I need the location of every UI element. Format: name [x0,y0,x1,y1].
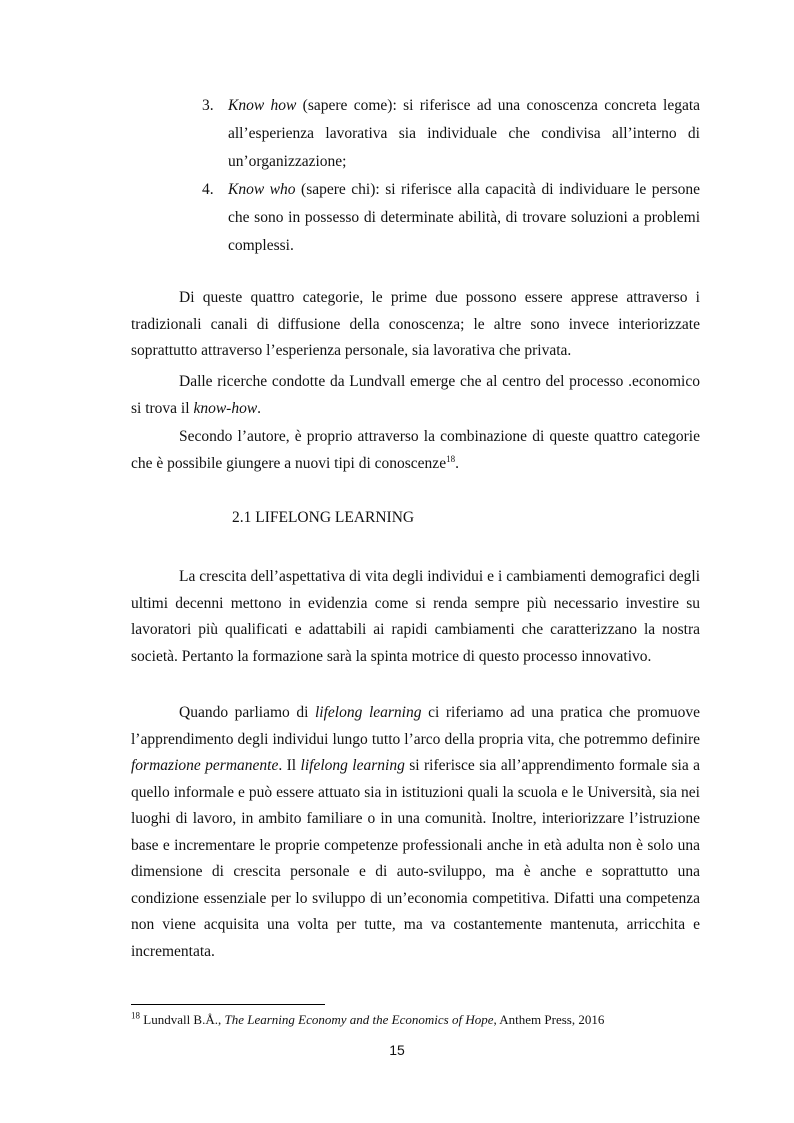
section-heading: 2.1 LIFELONG LEARNING [232,509,415,526]
emphasis: lifelong learning [300,757,405,774]
footnote-title: The Learning Economy and the Economics of Hope [224,1012,494,1027]
paragraph-text: ci riferiamo ad una pratica che promuove l’apprendimento degli individui lungo tutto l’arco della propria vita, che potremmo definire [131,704,700,748]
emphasis: know-how [193,399,258,417]
footnote-divider [131,1004,325,1005]
footnote-text: Lundvall B.Å., [140,1012,225,1027]
page-number: 15 [389,1042,405,1058]
paragraph-text: si riferisce sia all’apprendimento formale sia a quello informale e può essere attuato sia in istituzioni quali la scuola e le Università, sia nei luoghi di lavoro, in ambito familiare o in una comunità. Inoltre, interiorizzare l’istruzione base e incrementare le proprie competenze professionali anche in età adulta non è solo una dimensione di crescita personale e di auto-sviluppo, ma è anche e soprattutto una condizione essenziale per lo sviluppo di un’economia competitiva. Difatti una competenza non viene acquisita una volta per tutte, ma va costantemente mantenuta, arricchita e incrementata. [131,757,701,960]
list-item-term: Know who [228,181,296,198]
emphasis: lifelong learning [315,704,422,721]
paragraph-text: . Il [278,757,301,774]
paragraph-text: . [257,399,262,417]
paragraph-text: . [455,454,459,472]
footnote-number: 18 [131,1010,140,1021]
paragraph [131,369,700,422]
list-item-text: (sapere come): si riferisce ad una conoscenza concreta legata all’esperienza lavorativa sia individuale che condivisa all’interno di un’organizzazione; [228,97,701,170]
list-item-number: 3. [202,97,214,114]
paragraph-text: Secondo l’autore, è proprio attraverso la combinazione di queste quattro categorie che è possibile giungere a nuovi tipi di conoscenze [131,428,700,472]
list-item-text: (sapere chi): si riferisce alla capacità di individuare le persone che sono in possesso di determinate abilità, di trovare soluzioni a problemi complessi. [228,181,700,254]
paragraph [131,285,700,365]
list-item-term: Know how [228,97,297,114]
paragraph [131,564,700,670]
paragraph [131,700,700,965]
paragraph-text: Quando parliamo di [179,704,315,721]
paragraph-text: La crescita dell’aspettativa di vita degli individui e i cambiamenti demografici degli ultimi decenni mettono in evidenzia come si renda sempre più necessario investire su lavoratori più qualificati e adattabili ai rapidi cambiamenti che caratterizzano la nostra società. Pertanto la formazione sarà la spinta motrice di questo processo innovativo. [131,568,700,665]
list-item-number: 4. [202,181,214,198]
paragraph-text: Di queste quattro categorie, le prime due possono essere apprese attraverso i tradizionali canali di diffusione della conoscenza; le altre sono invece interiorizzate soprattutto attraverso l’esperienza personale, sia lavorativa che privata. [131,289,700,359]
paragraph-text: Dalle ricerche condotte da Lundvall emerge che al centro del processo .economico si trova il [131,373,700,417]
footnote [131,1012,604,1028]
footnote-ref[interactable]: 18 [446,453,456,464]
footnote-text: , Anthem Press, 2016 [493,1012,605,1027]
list-item [202,176,700,260]
list-item [202,92,700,176]
numbered-list [202,92,700,260]
paragraph [131,424,700,477]
emphasis: formazione permanente [131,757,279,774]
